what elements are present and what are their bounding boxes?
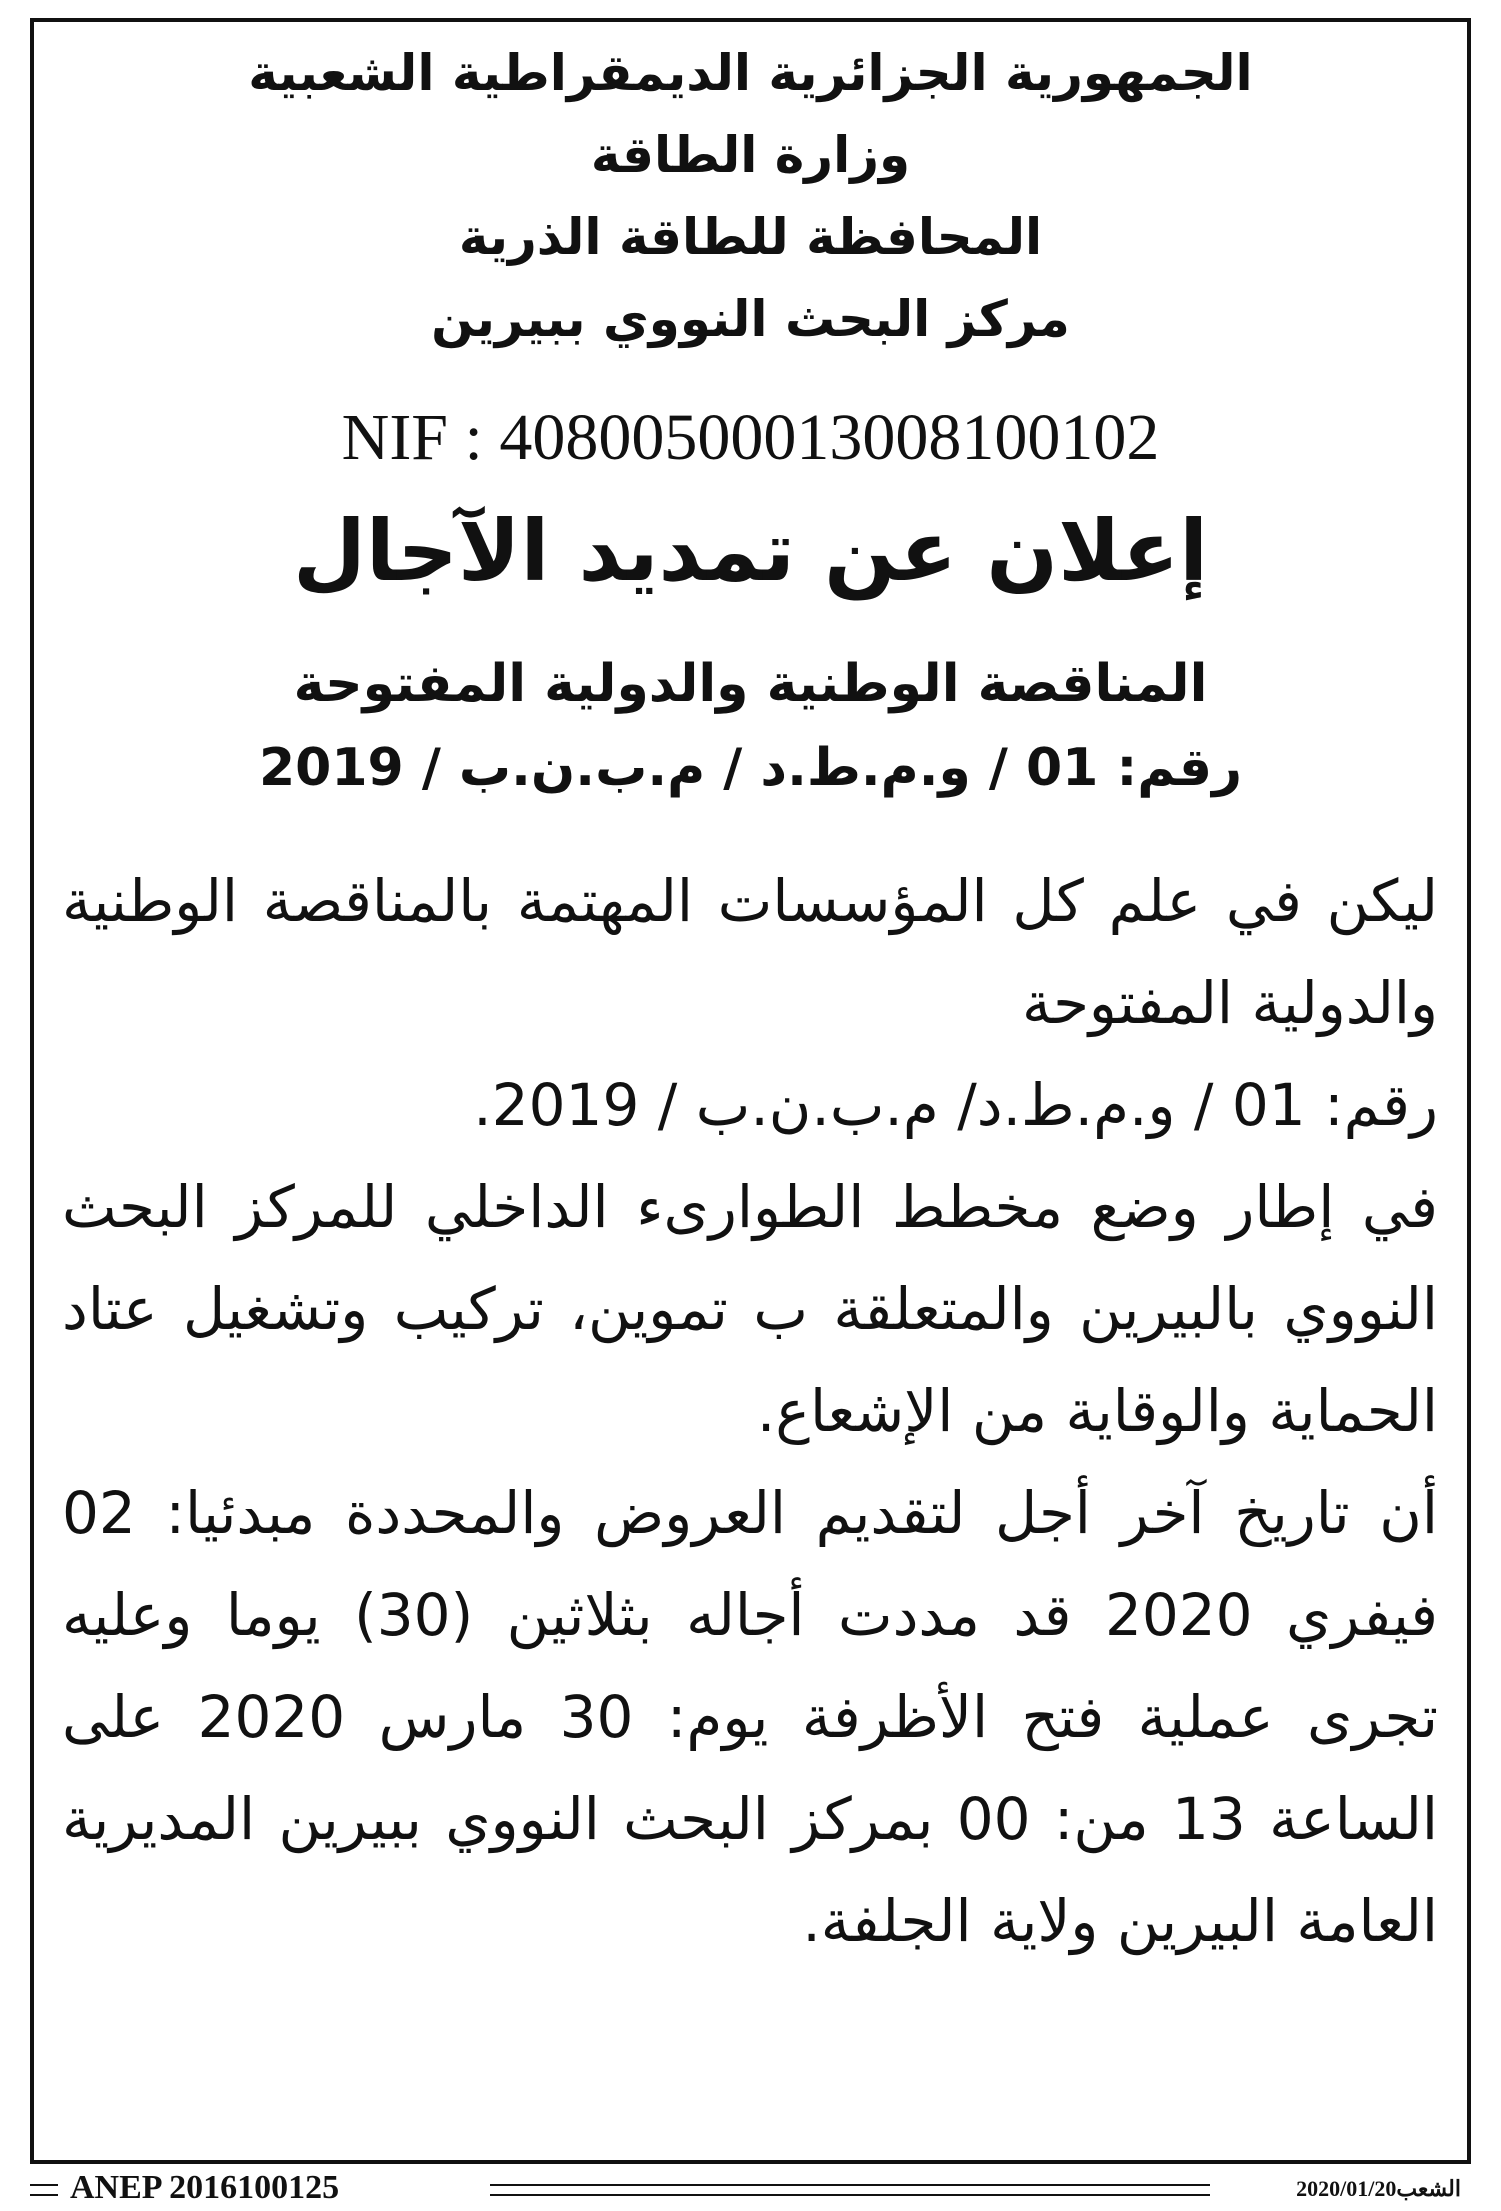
ministry-name: وزارة الطاقة — [590, 126, 911, 184]
body-paragraph-deadline: أن تاريخ آخر أجل لتقديم العروض والمحددة مبدئيا: 02 فيفري 2020 قد مددت أجاله بثلاثين (30) يوما وعليه تجرى عملية فتح الأظرفة يوم: 30 مارس 2020 على الساعة 13 من: 00 بمركز البحث النووي ببيرين المديرية العامة البيرين ولاية الجلفة. — [62, 1479, 1438, 1955]
commission-name: المحافظة للطاقة الذرية — [458, 208, 1043, 266]
center-name: مركز البحث النووي ببيرين — [431, 290, 1070, 348]
publication-source: الشعب2020/01/20 — [1296, 2176, 1461, 2201]
republic-name: الجمهورية الجزائرية الديمقراطية الشعبية — [248, 44, 1253, 102]
footer — [30, 2170, 1471, 2206]
body-paragraph-number: رقم: 01 / و.م.ط.د/ م.ب.ن.ب / 2019. — [473, 1071, 1438, 1139]
body-paragraph-intro: ليكن في علم كل المؤسسات المهتمة بالمناقصة الوطنية والدولية المفتوحة — [62, 867, 1438, 1037]
notice-title: إعلان عن تمديد الآجال — [292, 502, 1209, 600]
tender-number: رقم: 01 / و.م.ط.د / م.ب.ن.ب / 2019 — [258, 738, 1243, 798]
anep-reference: ANEP 2016100125 — [70, 2169, 340, 2206]
notice-body — [62, 850, 1438, 1972]
footer-rule — [30, 2184, 58, 2196]
nif-number: NIF : 408005000130081​00102 — [341, 401, 1160, 474]
footer-rule — [490, 2184, 1210, 2196]
body-paragraph-context: في إطار وضع مخطط الطوارىء الداخلي للمركز البحث النووي بالبيرين والمتعلقة ب تموين، تركيب وتشغيل عتاد الحماية والوقاية من الإشعاع. — [62, 1173, 1438, 1445]
tender-type: المناقصة الوطنية والدولية المفتوحة — [293, 654, 1208, 714]
